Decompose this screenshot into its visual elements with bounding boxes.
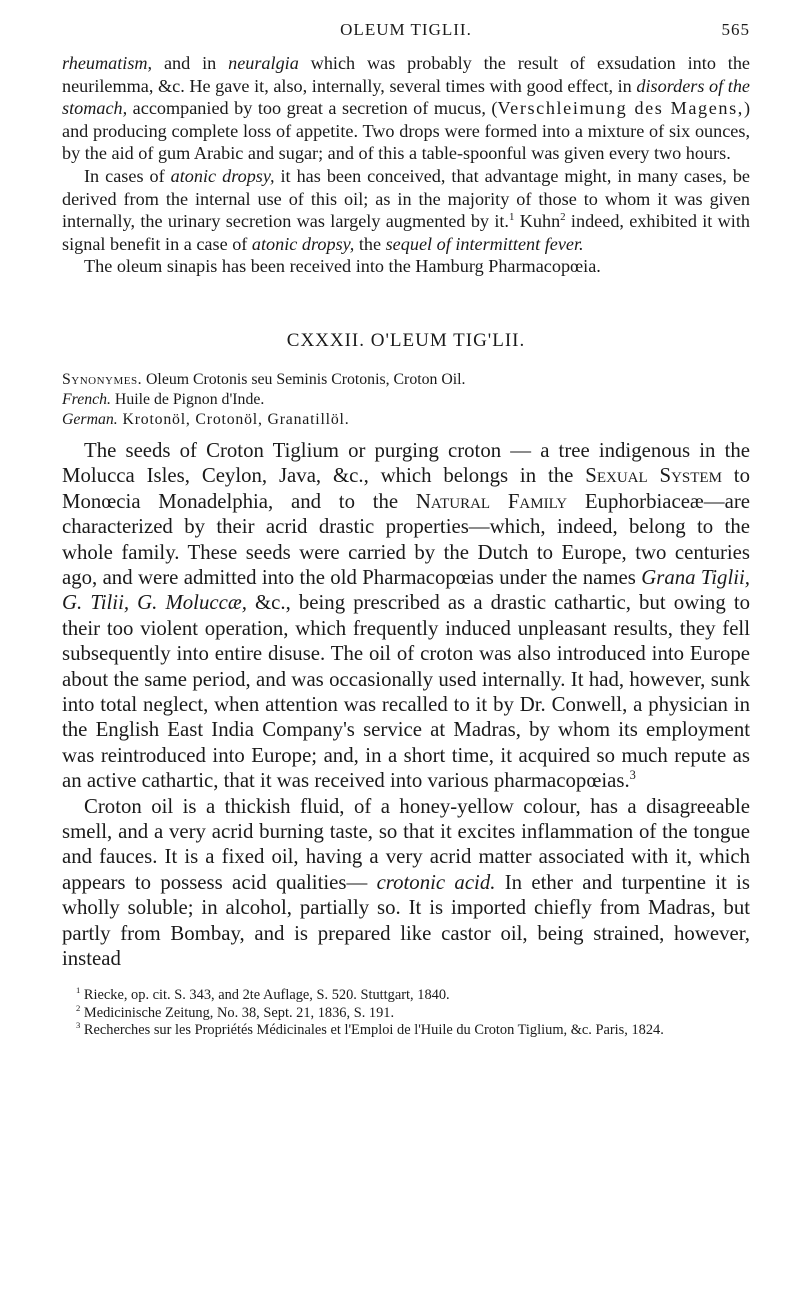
italic-text: Grana Tiglii, G. Tilii, G. Moluccæ,	[62, 565, 750, 615]
footnote-ref: 3	[629, 768, 636, 783]
smallcaps-text: Natural Family	[415, 489, 568, 513]
footnotes	[62, 987, 750, 1039]
synonyms-text: Oleum Crotonis seu Seminis Crotonis, Croton Oil.	[142, 370, 466, 388]
oleum-sinapis-paragraph: The oleum sinapis has been received into the Hamburg Pharmacopœia.	[84, 256, 601, 277]
body-text: to Monœcia Monadelphia, and to the	[62, 464, 750, 513]
synonyms-label: Synonymes.	[62, 370, 143, 388]
german-text: Krotonöl, Crotonöl, Granatillöl.	[117, 410, 350, 428]
footnote-number: 2	[76, 1003, 81, 1014]
section-heading: CXXXII. O'LEUM TIG'LII.	[286, 329, 526, 351]
body-text: the	[354, 233, 386, 254]
french-name-line	[62, 390, 750, 410]
page-number: 565	[721, 20, 750, 39]
french-label: French.	[62, 390, 111, 408]
italic-text: atonic dropsy,	[251, 233, 355, 254]
book-page	[62, 18, 750, 1040]
footnote	[62, 1022, 750, 1039]
footnote-text: Medicinische Zeitung, No. 38, Sept. 21, 1836, S. 191.	[80, 1004, 395, 1021]
body-text: Kuhn	[514, 211, 561, 232]
body-text: and in	[152, 53, 229, 73]
spaced-german-term: Verschleimung des Magens,	[497, 98, 744, 119]
body-text: Euphorbiaceæ—are characterized by their acrid drastic properties—which, indeed, belong to the whole family. These seeds were carried by the Dutch to Europe, two centuries ago, and were admitted into the old Pharmacopœias under the names	[62, 489, 750, 589]
croton-seeds-paragraph	[62, 438, 750, 794]
smallcaps-text: Sexual System	[585, 464, 722, 488]
italic-text: atonic dropsy,	[170, 165, 275, 186]
body-text: ) and producing complete loss of appetite. Two drops were formed into a mixture of six ounces, by the aid of gum Arabic and sugar; and of this a table-spoonful was given every two hours.	[62, 98, 750, 164]
italic-text: neuralgia	[228, 53, 299, 73]
body-text: In cases of	[84, 165, 171, 186]
italic-text: rheumatism,	[62, 53, 153, 73]
footnote-ref: 2	[560, 211, 566, 224]
italic-text: sequel of intermittent fever.	[385, 233, 584, 254]
german-name-line	[62, 410, 750, 430]
running-title: OLEUM TIGLII.	[340, 20, 472, 39]
footnote-ref: 1	[508, 211, 515, 224]
footnote	[62, 1005, 750, 1022]
italic-text: crotonic acid.	[376, 870, 496, 894]
german-label: German.	[62, 410, 118, 428]
body-text: which was probably the result of exsudation into the neurilemma, &c. He gave it, also, internally, several times with good effect, in	[62, 53, 750, 96]
synonyms-line	[62, 370, 750, 390]
footnote-text: Riecke, op. cit. S. 343, and 2te Auflage, S. 520. Stuttgart, 1840.	[80, 987, 450, 1004]
continuation-paragraph	[62, 52, 750, 165]
croton-oil-paragraph	[62, 794, 750, 972]
footnote	[62, 987, 750, 1004]
body-text: accompanied by too great a secretion of mucus, (	[127, 98, 498, 119]
french-text: Huile de Pignon d'Inde.	[110, 390, 265, 408]
footnote-number: 1	[76, 985, 81, 996]
atonic-dropsy-paragraph	[62, 165, 750, 255]
body-text: indeed, exhibited it with signal benefit in a case of	[62, 211, 750, 254]
body-text: The seeds of Croton Tiglium or purging croton — a tree indigenous in the Molucca Isles, Ceylon, Java, &c., which belongs in the	[62, 438, 750, 488]
body-text: In ether and turpentine it is wholly soluble; in alcohol, partially so. It is imported chiefly from Madras, but partly from Bombay, and is prepared like castor oil, being strained, however, instead	[62, 870, 750, 971]
body-text: it has been conceived, that advantage might, in many cases, be derived from the internal use of this oil; as in the majority of those to whom it was given internally, the urinary secretion was largely augmented by it.	[62, 165, 750, 232]
body-text: Croton oil is a thickish fluid, of a honey-yellow colour, has a disagreeable smell, and a very acrid burning taste, so that it excites inflammation of the tongue and fauces. It is a fixed oil, having a very acrid matter associated with it, which appears to possess acid qualities—	[62, 794, 750, 894]
running-head	[62, 18, 750, 52]
footnote-number: 3	[76, 1020, 81, 1031]
body-text: &c., being prescribed as a drastic cathartic, but owing to their too violent operation, which frequently induced unpleasant results, they fell subsequently into entire disuse. The oil of croton was also introduced into Europe about the same period, and was occasionally used internally. It had, however, sunk into total neglect, when attention was recalled to it by Dr. Conwell, a physician in the English East India Company's service at Madras, by whom its employment was reintroduced into Europe; and, in a short time, it acquired so much repute as an active cathartic, that it was received into various pharmacopœias.	[62, 591, 750, 793]
italic-text: disorders of the stomach,	[62, 75, 750, 119]
footnote-text: Recherches sur les Propriétés Médicinales et l'Emploi de l'Huile du Croton Tiglium, &c. Paris, 1824.	[80, 1022, 664, 1039]
